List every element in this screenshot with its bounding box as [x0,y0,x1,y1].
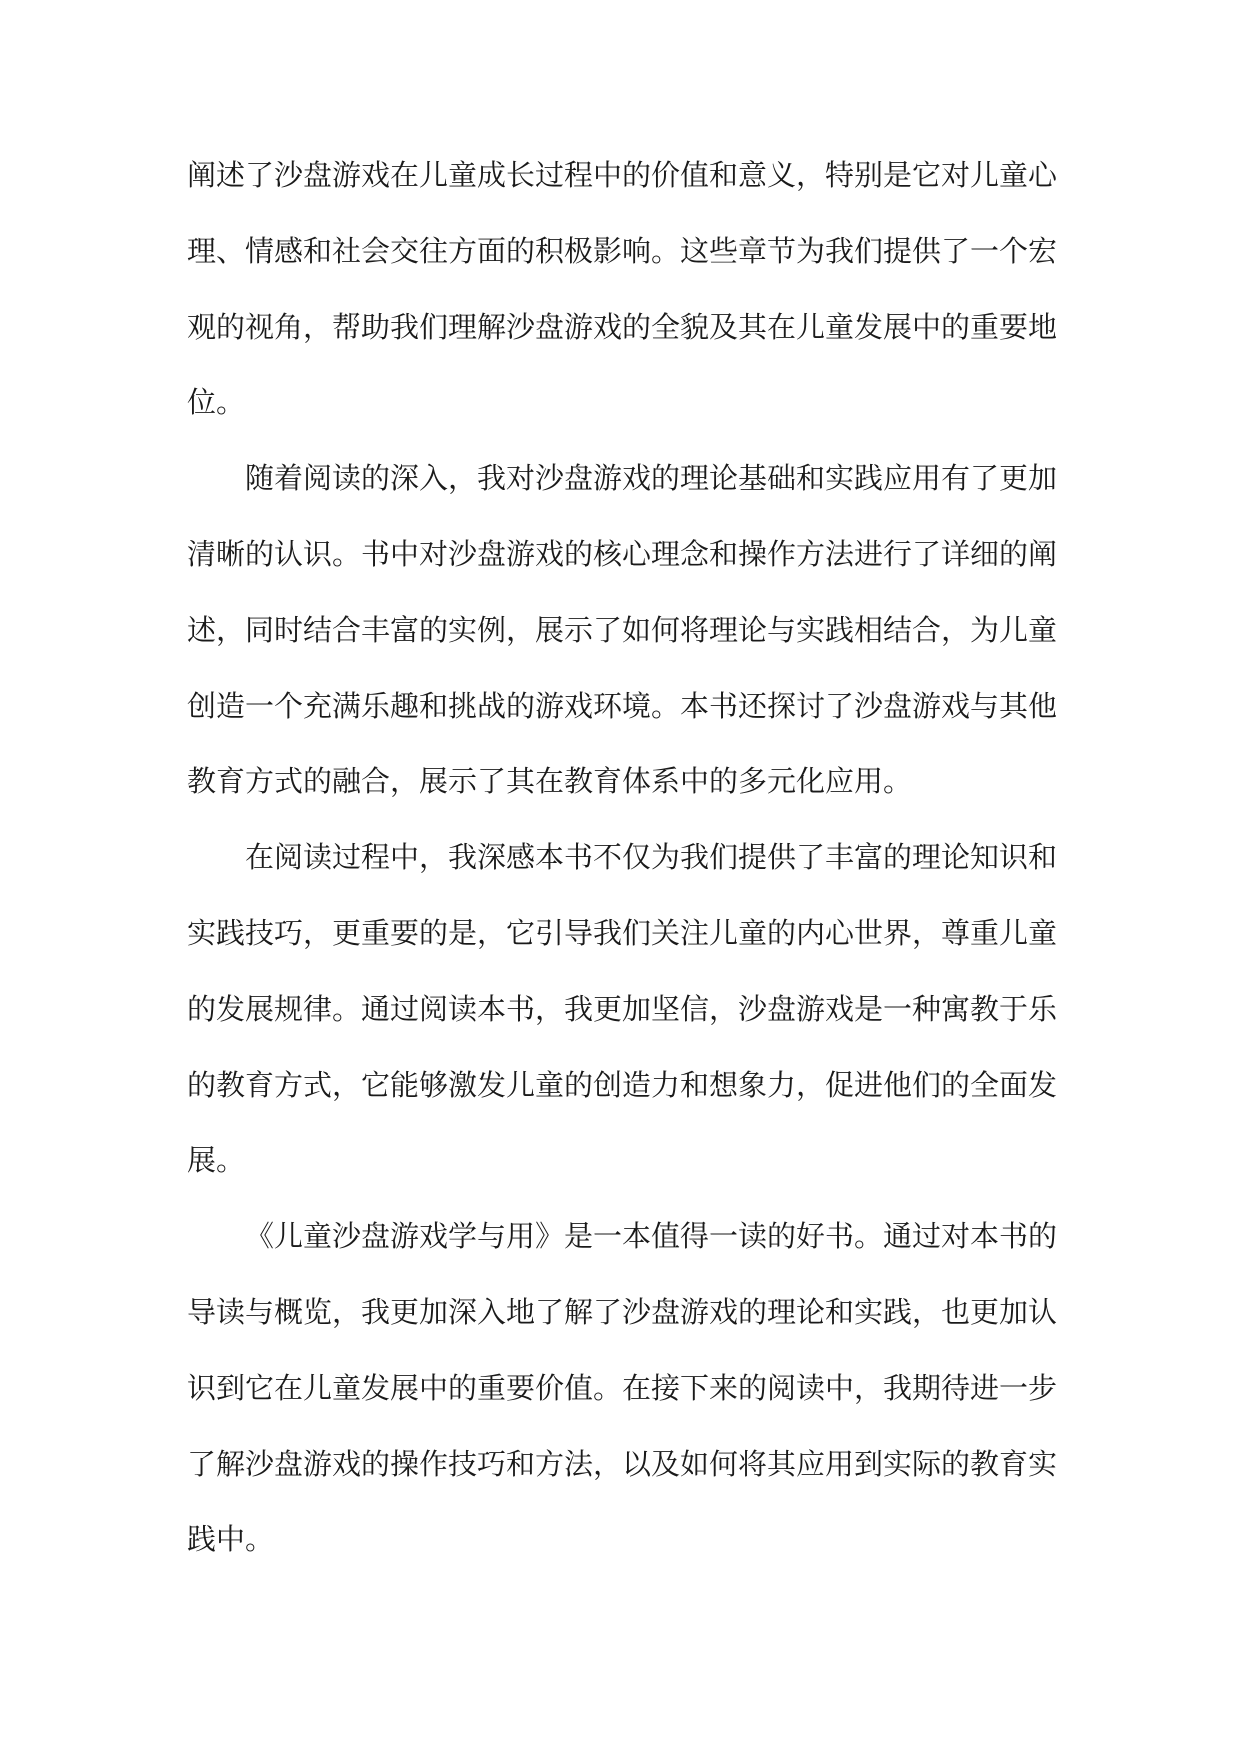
paragraph: 《儿童沙盘游戏学与用》是一本值得一读的好书。通过对本书的导读与概览，我更加深入地了解了沙盘游戏的理论和实践，也更加认识到它在儿童发展中的重要价值。在接下来的阅读中，我期待进一步了解沙盘游戏的操作技巧和方法，以及如何将其应用到实际的教育实践中。 [187,1219,1058,1557]
document-body [187,138,1057,1578]
paragraph: 在阅读过程中，我深感本书不仅为我们提供了丰富的理论知识和实践技巧，更重要的是，它引导我们关注儿童的内心世界，尊重儿童的发展规律。通过阅读本书，我更加坚信，沙盘游戏是一种寓教于乐的教育方式，它能够激发儿童的创造力和想象力，促进他们的全面发展。 [187,840,1058,1178]
paragraph: 随着阅读的深入，我对沙盘游戏的理论基础和实践应用有了更加清晰的认识。书中对沙盘游戏的核心理念和操作方法进行了详细的阐述，同时结合丰富的实例，展示了如何将理论与实践相结合，为儿童创造一个充满乐趣和挑战的游戏环境。本书还探讨了沙盘游戏与其他教育方式的融合，展示了其在教育体系中的多元化应用。 [187,461,1058,799]
paragraph-continued: 阐述了沙盘游戏在儿童成长过程中的价值和意义，特别是它对儿童心理、情感和社会交往方面的积极影响。这些章节为我们提供了一个宏观的视角，帮助我们理解沙盘游戏的全貌及其在儿童发展中的重要地位。 [187,158,1058,420]
